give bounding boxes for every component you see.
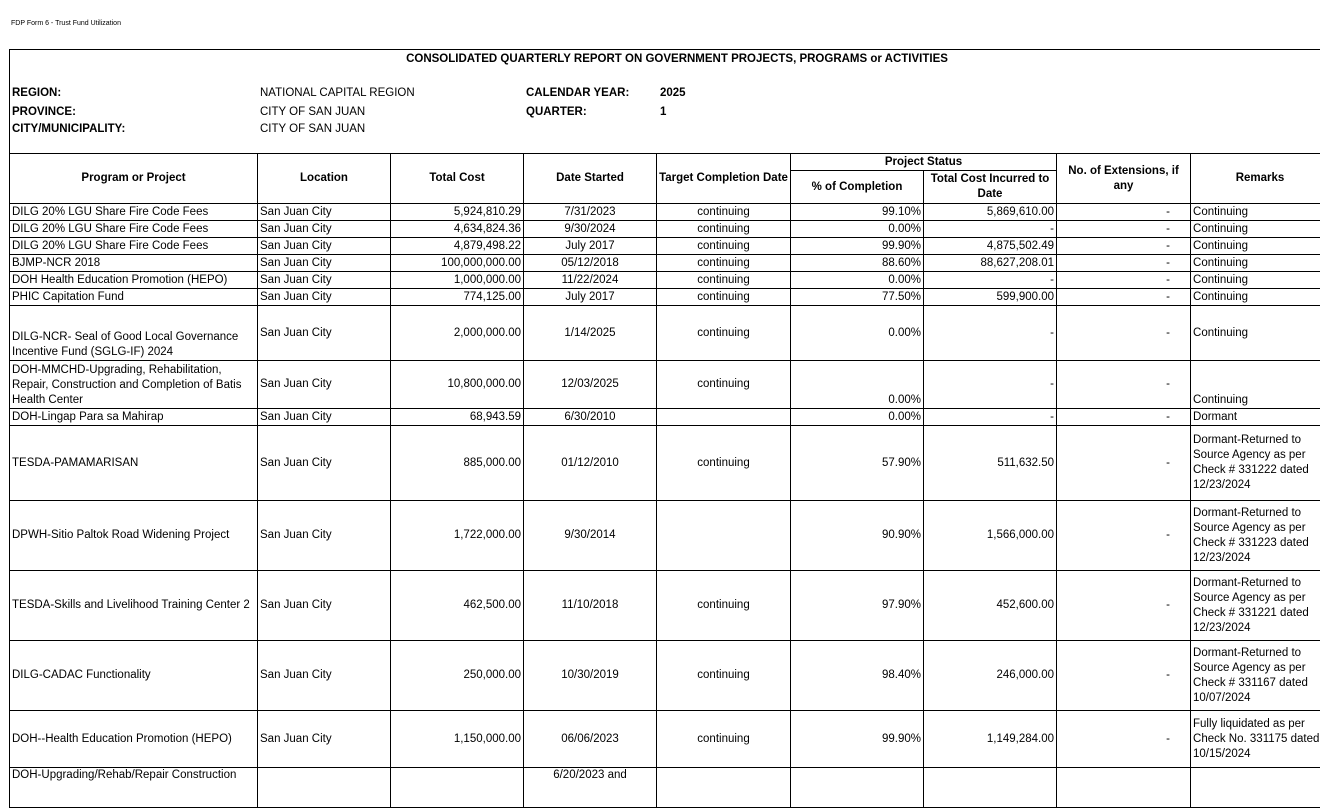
cell-location: San Juan City [258, 501, 391, 571]
cell-remarks [1191, 768, 1320, 808]
cell-cost-incurred: - [924, 221, 1057, 238]
cell-date-started: 05/12/2018 [524, 255, 657, 272]
table-row [10, 361, 1320, 409]
cell-date-started: 06/06/2023 [524, 711, 657, 768]
cell-location: San Juan City [258, 306, 391, 361]
cell-program: DOH-Lingap Para sa Mahirap [10, 409, 258, 426]
cell-extensions: - [1057, 641, 1191, 711]
cell-remarks: Continuing [1191, 272, 1320, 289]
cell-location: San Juan City [258, 571, 391, 641]
cell-date-started: July 2017 [524, 238, 657, 255]
cell-program: DILG-NCR- Seal of Good Local Governance Incentive Fund (SGLG-IF) 2024 [10, 306, 258, 361]
cell-total-cost: 462,500.00 [391, 571, 524, 641]
cell-total-cost: 5,924,810.29 [391, 204, 524, 221]
cell-extensions: - [1057, 571, 1191, 641]
cell-location: San Juan City [258, 426, 391, 501]
year-label: CALENDAR YEAR: [526, 87, 629, 99]
table-row [10, 571, 1320, 641]
cell-program: DILG 20% LGU Share Fire Code Fees [10, 238, 258, 255]
cell-total-cost: 68,943.59 [391, 409, 524, 426]
year-value: 2025 [660, 87, 686, 99]
cell-target-completion: continuing [657, 641, 791, 711]
table-row [10, 289, 1320, 306]
table-row [10, 501, 1320, 571]
cell-pct-completion: 77.50% [791, 289, 924, 306]
table-row [10, 768, 1320, 808]
cell-pct-completion: 0.00% [791, 306, 924, 361]
cell-extensions: - [1057, 204, 1191, 221]
cell-remarks: Continuing [1191, 289, 1320, 306]
cell-remarks: Dormant [1191, 409, 1320, 426]
table-row [10, 221, 1320, 238]
table-row [10, 204, 1320, 221]
table-row [10, 711, 1320, 768]
cell-target-completion [657, 409, 791, 426]
table-row [10, 255, 1320, 272]
city-label: CITY/MUNICIPALITY: [12, 123, 125, 135]
cell-target-completion: continuing [657, 289, 791, 306]
cell-remarks: Dormant-Returned to Source Agency as per Check # 331223 dated 12/23/2024 [1191, 501, 1320, 571]
city-value: CITY OF SAN JUAN [260, 123, 365, 135]
cell-date-started: 11/22/2024 [524, 272, 657, 289]
cell-target-completion: continuing [657, 204, 791, 221]
cell-location: San Juan City [258, 204, 391, 221]
cell-location: San Juan City [258, 221, 391, 238]
cell-date-started: 6/20/2023 and [524, 768, 657, 808]
cell-remarks: Fully liquidated as per Check No. 331175 dated 10/15/2024 [1191, 711, 1320, 768]
header-pct-completion: % of Completion [791, 171, 924, 204]
cell-target-completion: continuing [657, 361, 791, 409]
cell-extensions: - [1057, 711, 1191, 768]
cell-cost-incurred: 452,600.00 [924, 571, 1057, 641]
cell-pct-completion: 57.90% [791, 426, 924, 501]
cell-remarks: Continuing [1191, 238, 1320, 255]
cell-cost-incurred: 599,900.00 [924, 289, 1057, 306]
cell-cost-incurred: 5,869,610.00 [924, 204, 1057, 221]
cell-total-cost: 1,150,000.00 [391, 711, 524, 768]
cell-target-completion: continuing [657, 272, 791, 289]
table-row [10, 238, 1320, 255]
header-program: Program or Project [10, 154, 258, 204]
cell-remarks: Continuing [1191, 204, 1320, 221]
cell-total-cost: 100,000,000.00 [391, 255, 524, 272]
cell-date-started: 11/10/2018 [524, 571, 657, 641]
cell-pct-completion: 88.60% [791, 255, 924, 272]
cell-target-completion [657, 501, 791, 571]
cell-pct-completion: 99.90% [791, 711, 924, 768]
cell-cost-incurred: - [924, 306, 1057, 361]
cell-total-cost: 1,722,000.00 [391, 501, 524, 571]
cell-target-completion: continuing [657, 238, 791, 255]
cell-cost-incurred: - [924, 409, 1057, 426]
header-location: Location [258, 154, 391, 204]
header-remarks: Remarks [1191, 154, 1320, 204]
cell-location: San Juan City [258, 641, 391, 711]
cell-date-started: 10/30/2019 [524, 641, 657, 711]
report-header [9, 49, 1320, 154]
cell-cost-incurred [924, 768, 1057, 808]
cell-location: San Juan City [258, 361, 391, 409]
cell-extensions: - [1057, 255, 1191, 272]
cell-total-cost: 1,000,000.00 [391, 272, 524, 289]
table-row [10, 306, 1320, 361]
cell-date-started: 12/03/2025 [524, 361, 657, 409]
cell-date-started: 6/30/2010 [524, 409, 657, 426]
cell-program: DOH-MMCHD-Upgrading, Rehabilitation, Repair, Construction and Completion of Batis Health Center [10, 361, 258, 409]
province-value: CITY OF SAN JUAN [260, 106, 365, 118]
cell-date-started: 9/30/2024 [524, 221, 657, 238]
cell-cost-incurred: 246,000.00 [924, 641, 1057, 711]
region-value: NATIONAL CAPITAL REGION [260, 87, 415, 99]
report-title: CONSOLIDATED QUARTERLY REPORT ON GOVERNMENT PROJECTS, PROGRAMS or ACTIVITIES [10, 53, 1320, 65]
cell-pct-completion: 0.00% [791, 361, 924, 409]
cell-target-completion: continuing [657, 426, 791, 501]
cell-total-cost: 4,634,824.36 [391, 221, 524, 238]
cell-remarks: Dormant-Returned to Source Agency as per Check # 331167 dated 10/07/2024 [1191, 641, 1320, 711]
cell-location: San Juan City [258, 711, 391, 768]
cell-location [258, 768, 391, 808]
cell-target-completion: continuing [657, 711, 791, 768]
cell-date-started: 01/12/2010 [524, 426, 657, 501]
cell-total-cost [391, 768, 524, 808]
cell-extensions: - [1057, 409, 1191, 426]
cell-extensions: - [1057, 238, 1191, 255]
cell-total-cost: 250,000.00 [391, 641, 524, 711]
cell-cost-incurred: 4,875,502.49 [924, 238, 1057, 255]
header-total-cost: Total Cost [391, 154, 524, 204]
cell-remarks: Continuing [1191, 255, 1320, 272]
cell-remarks: Continuing [1191, 361, 1320, 409]
quarter-value: 1 [660, 106, 666, 118]
cell-cost-incurred: - [924, 361, 1057, 409]
cell-program: DPWH-Sitio Paltok Road Widening Project [10, 501, 258, 571]
cell-date-started: 7/31/2023 [524, 204, 657, 221]
cell-extensions: - [1057, 289, 1191, 306]
cell-pct-completion: 0.00% [791, 409, 924, 426]
table-row [10, 272, 1320, 289]
cell-extensions: - [1057, 272, 1191, 289]
cell-target-completion: continuing [657, 571, 791, 641]
cell-target-completion: continuing [657, 306, 791, 361]
cell-extensions: - [1057, 501, 1191, 571]
quarter-label: QUARTER: [526, 106, 587, 118]
cell-program: DILG 20% LGU Share Fire Code Fees [10, 204, 258, 221]
cell-location: San Juan City [258, 409, 391, 426]
cell-location: San Juan City [258, 255, 391, 272]
cell-target-completion: continuing [657, 221, 791, 238]
cell-target-completion: continuing [657, 255, 791, 272]
cell-cost-incurred: 1,566,000.00 [924, 501, 1057, 571]
cell-program: BJMP-NCR 2018 [10, 255, 258, 272]
cell-total-cost: 774,125.00 [391, 289, 524, 306]
cell-location: San Juan City [258, 238, 391, 255]
cell-total-cost: 4,879,498.22 [391, 238, 524, 255]
cell-total-cost: 10,800,000.00 [391, 361, 524, 409]
table-row [10, 641, 1320, 711]
header-project-status: Project Status [791, 154, 1057, 171]
cell-date-started: 9/30/2014 [524, 501, 657, 571]
cell-program: DILG 20% LGU Share Fire Code Fees [10, 221, 258, 238]
cell-total-cost: 885,000.00 [391, 426, 524, 501]
cell-extensions: - [1057, 306, 1191, 361]
table-row [10, 409, 1320, 426]
cell-extensions: - [1057, 221, 1191, 238]
cell-date-started: July 2017 [524, 289, 657, 306]
cell-cost-incurred: 511,632.50 [924, 426, 1057, 501]
cell-location: San Juan City [258, 289, 391, 306]
cell-pct-completion: 98.40% [791, 641, 924, 711]
cell-remarks: Continuing [1191, 221, 1320, 238]
form-id: FDP Form 6 - Trust Fund Utilization [11, 20, 121, 27]
header-target-completion: Target Completion Date [657, 154, 791, 204]
cell-program: DILG-CADAC Functionality [10, 641, 258, 711]
header-date-started: Date Started [524, 154, 657, 204]
cell-extensions: - [1057, 426, 1191, 501]
table-row [10, 426, 1320, 501]
cell-program: TESDA-Skills and Livelihood Training Center 2 [10, 571, 258, 641]
cell-pct-completion: 99.90% [791, 238, 924, 255]
cell-remarks: Dormant-Returned to Source Agency as per Check # 331221 dated 12/23/2024 [1191, 571, 1320, 641]
province-label: PROVINCE: [12, 106, 76, 118]
cell-pct-completion: 90.90% [791, 501, 924, 571]
cell-program: DOH-Upgrading/Rehab/Repair Construction [10, 768, 258, 808]
cell-cost-incurred: 1,149,284.00 [924, 711, 1057, 768]
cell-program: PHIC Capitation Fund [10, 289, 258, 306]
cell-date-started: 1/14/2025 [524, 306, 657, 361]
cell-program: TESDA-PAMAMARISAN [10, 426, 258, 501]
cell-pct-completion: 0.00% [791, 221, 924, 238]
region-label: REGION: [12, 87, 61, 99]
cell-location: San Juan City [258, 272, 391, 289]
cell-remarks: Dormant-Returned to Source Agency as per Check # 331222 dated 12/23/2024 [1191, 426, 1320, 501]
cell-program: DOH Health Education Promotion (HEPO) [10, 272, 258, 289]
cell-extensions: - [1057, 361, 1191, 409]
cell-cost-incurred: 88,627,208.01 [924, 255, 1057, 272]
header-extensions: No. of Extensions, if any [1057, 154, 1191, 204]
cell-pct-completion [791, 768, 924, 808]
cell-remarks: Continuing [1191, 306, 1320, 361]
header-cost-incurred: Total Cost Incurred to Date [924, 171, 1057, 204]
projects-table [9, 153, 1320, 808]
cell-cost-incurred: - [924, 272, 1057, 289]
cell-total-cost: 2,000,000.00 [391, 306, 524, 361]
cell-target-completion [657, 768, 791, 808]
cell-pct-completion: 0.00% [791, 272, 924, 289]
cell-pct-completion: 97.90% [791, 571, 924, 641]
cell-extensions [1057, 768, 1191, 808]
cell-pct-completion: 99.10% [791, 204, 924, 221]
cell-program: DOH--Health Education Promotion (HEPO) [10, 711, 258, 768]
